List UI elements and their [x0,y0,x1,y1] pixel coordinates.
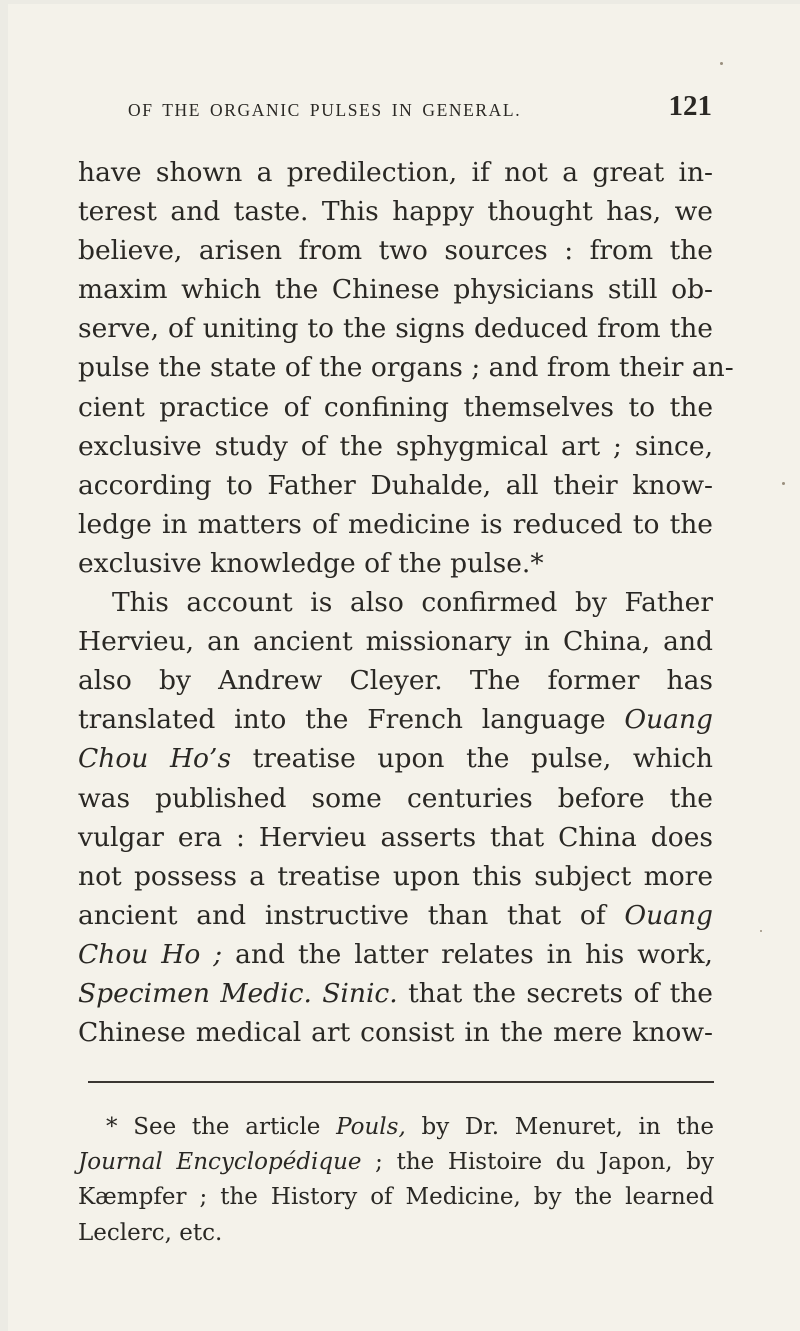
italic-text: Journal Encyclopédique [78,1149,362,1176]
text-line [78,544,713,583]
text-run: Hervieu, an ancient missionary in China, and [78,626,713,658]
italic-text: Chou Ho’s [78,743,232,775]
italic-text: Chou Ho ; [78,938,223,970]
italic-text: Ouang [624,704,713,736]
text-line [78,739,713,778]
text-run: was published some centuries before the [78,782,713,814]
footnote-line [78,1110,714,1145]
text-line [78,270,713,309]
text-line [78,388,713,427]
text-line [78,818,713,857]
text-run: also by Andrew Cleyer. The former has [78,665,713,697]
text-run: vulgar era : Hervieu asserts that China does [78,821,713,853]
text-run: according to Father Duhalde, all their know- [78,469,713,501]
text-run: pulse the state of the organs ; and from their an- [78,352,734,384]
running-title: OF THE ORGANIC PULSES IN GENERAL. [128,100,522,120]
text-line [78,192,713,231]
text-line [78,1013,713,1052]
text-line [78,857,713,896]
text-run: Leclerc, etc. [78,1219,223,1246]
footnote-line [78,1216,714,1251]
text-run: ; the Histoire du Japon, by [361,1149,714,1176]
footnote-line [78,1145,714,1180]
italic-text: Specimen Medic. Sinic. [78,977,398,1009]
text-line [78,583,713,622]
text-line [78,466,713,505]
text-run: have shown a predilection, if not a great in- [78,157,713,188]
text-run: ledge in matters of medicine is reduced to the [78,508,713,540]
text-line [78,309,713,348]
text-run: believe, arisen from two sources : from the [78,235,713,267]
running-head [128,90,712,130]
text-line [78,896,713,935]
text-run: ancient and instructive than that of [78,899,625,931]
text-line [78,348,734,387]
text-run: Chinese medical art consist in the mere know- [78,1017,713,1049]
paper-speck [760,930,762,932]
text-run: cient practice of confining themselves to the [78,391,713,423]
text-line [78,622,713,661]
text-run: * See the article [106,1114,337,1140]
text-run: treatise upon the pulse, which [231,743,713,775]
text-run: Kæmpfer ; the History of Medicine, by the learned [78,1184,714,1211]
footnote-rule [88,1081,714,1083]
italic-text: Ouang [624,899,713,931]
text-run: exclusive knowledge of the pulse.* [78,547,544,579]
text-line [78,779,713,818]
paper-speck [720,62,723,65]
text-run: not possess a treatise upon this subject more [78,860,713,892]
italic-text: Pouls, [336,1114,406,1140]
text-run: exclusive study of the sphygmical art ; since, [78,430,713,462]
text-line [78,505,713,544]
text-line [78,974,713,1013]
page-number: 121 [668,90,712,122]
text-line [78,935,713,974]
text-line [78,427,713,466]
paper-speck [782,482,785,485]
footnote-line [78,1180,714,1215]
text-run: by Dr. Menuret, in the [405,1114,714,1140]
text-line [78,661,713,700]
text-line [78,231,713,270]
text-run: that the secrets of the [397,977,713,1009]
body-text [78,153,734,1052]
footnote [78,1110,714,1251]
text-run: and the latter relates in his work, [222,938,713,970]
text-run: maxim which the Chinese physicians still ob- [78,274,713,306]
text-line [78,700,713,739]
text-run: translated into the French language [78,704,625,736]
text-run: terest and taste. This happy thought has, we [78,196,713,228]
text-run: This account is also confirmed by Father [112,587,713,619]
text-line [78,153,713,192]
text-run: serve, of uniting to the signs deduced from the [78,313,713,345]
